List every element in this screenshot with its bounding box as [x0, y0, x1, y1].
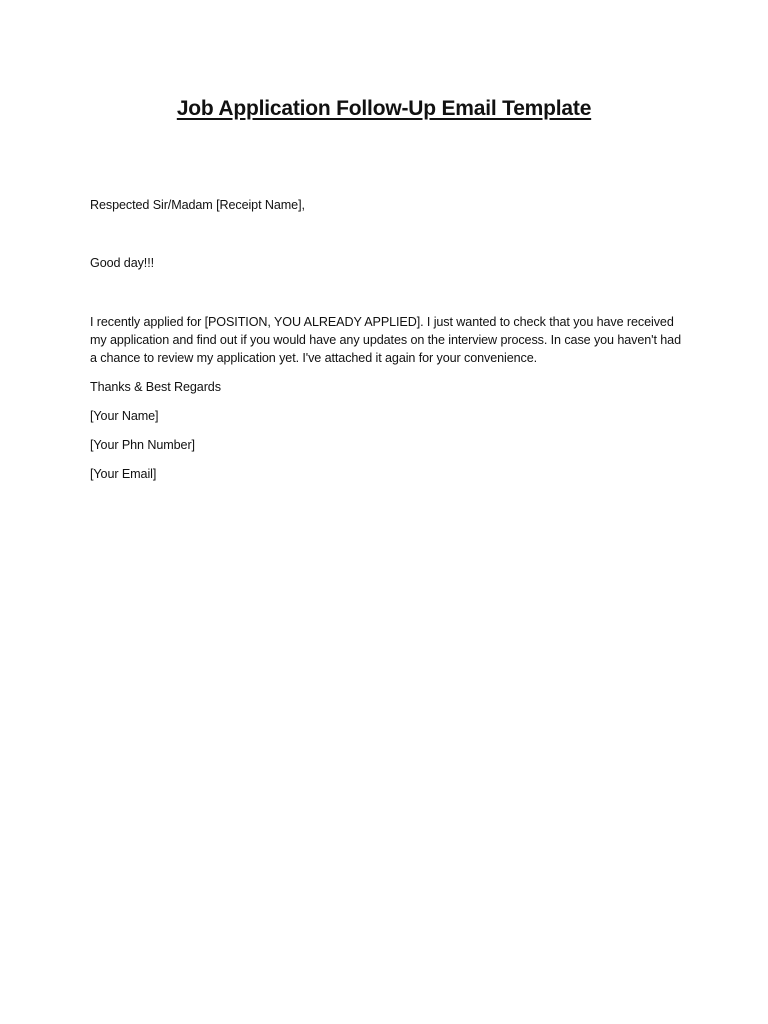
signature-email: [Your Email]: [90, 467, 157, 481]
signoff-line: Thanks & Best Regards: [90, 380, 221, 394]
salutation-line: Respected Sir/Madam [Receipt Name],: [90, 198, 305, 212]
signature-name: [Your Name]: [90, 409, 159, 423]
greeting-line: Good day!!!: [90, 256, 155, 270]
document-title: Job Application Follow-Up Email Template: [176, 97, 592, 120]
body-paragraph: I recently applied for [POSITION, YOU ALREADY APPLIED]. I just wanted to check that you have received my application and find out if you would have any updates on the interview process. In case you haven't had a chance to review my application yet. I've attached it again for your convenience.: [90, 315, 681, 365]
signature-phone: [Your Phn Number]: [90, 438, 195, 452]
